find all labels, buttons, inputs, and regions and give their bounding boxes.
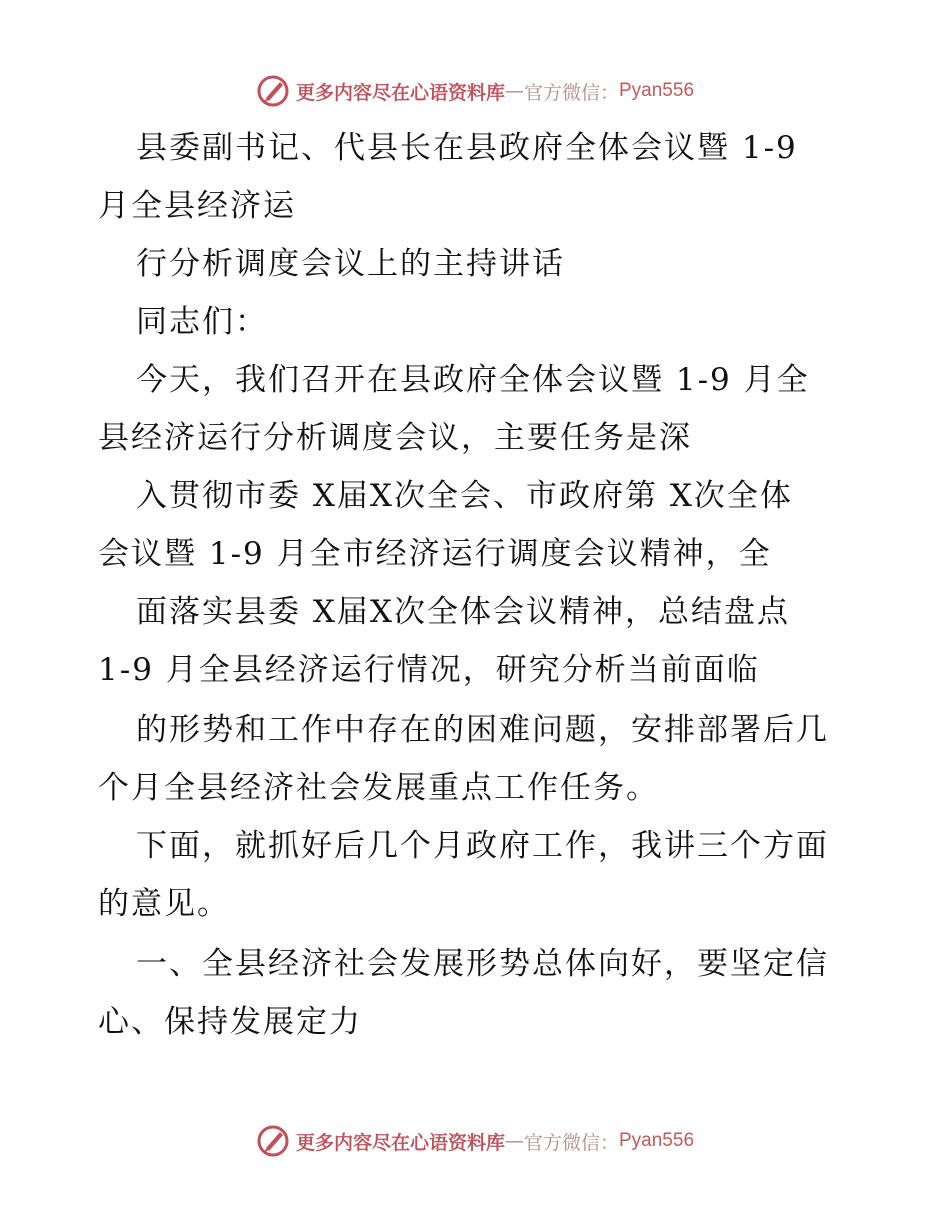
watermark-wechat-label: 官方微信：	[523, 1131, 619, 1154]
text-line: 会议暨 1-9 月全市经济运行调度会议精神，全	[98, 536, 772, 572]
section-heading-line: 一、全县经济社会发展形势总体向好，要坚定信	[136, 946, 829, 982]
watermark-separator: —	[504, 1130, 524, 1152]
text-line: 个月全县经济社会发展重点工作任务。	[98, 770, 659, 806]
text-line: 入贯彻市委 X届X次全会、市政府第 X次全体	[136, 478, 793, 514]
text-line: 同志们：	[136, 304, 268, 340]
watermark-wechat-id: Pyan556	[619, 80, 695, 101]
watermark-main-text: 更多内容尽在心语资料库	[295, 1131, 505, 1154]
text-line: 的意见。	[98, 886, 230, 922]
pen-logo-icon	[256, 74, 290, 108]
text-line: 下面，就抓好后几个月政府工作，我讲三个方面	[136, 828, 829, 864]
text-line: 县经济运行分析调度会议，主要任务是深	[98, 420, 692, 456]
watermark-separator: —	[504, 80, 524, 102]
watermark-wechat-label: 官方微信：	[523, 81, 619, 104]
text-line: 行分析调度会议上的主持讲话	[136, 246, 565, 282]
watermark-footer	[0, 1124, 950, 1158]
section-heading-line: 心、保持发展定力	[98, 1004, 362, 1040]
pen-logo-icon	[256, 1124, 290, 1158]
text-line: 今天，我们召开在县政府全体会议暨 1-9 月全	[136, 362, 810, 398]
watermark-wechat-id: Pyan556	[619, 1130, 695, 1151]
text-line: 的形势和工作中存在的困难问题，安排部署后几	[136, 712, 829, 748]
watermark-header	[0, 74, 950, 108]
text-line: 月全县经济运	[98, 188, 296, 224]
text-line: 面落实县委 X届X次全体会议精神，总结盘点	[136, 594, 790, 630]
watermark-main-text: 更多内容尽在心语资料库	[295, 81, 505, 104]
text-line: 县委副书记、代县长在县政府全体会议暨 1-9	[136, 130, 798, 166]
text-line: 1-9 月全县经济运行情况，研究分析当前面临	[98, 652, 760, 688]
